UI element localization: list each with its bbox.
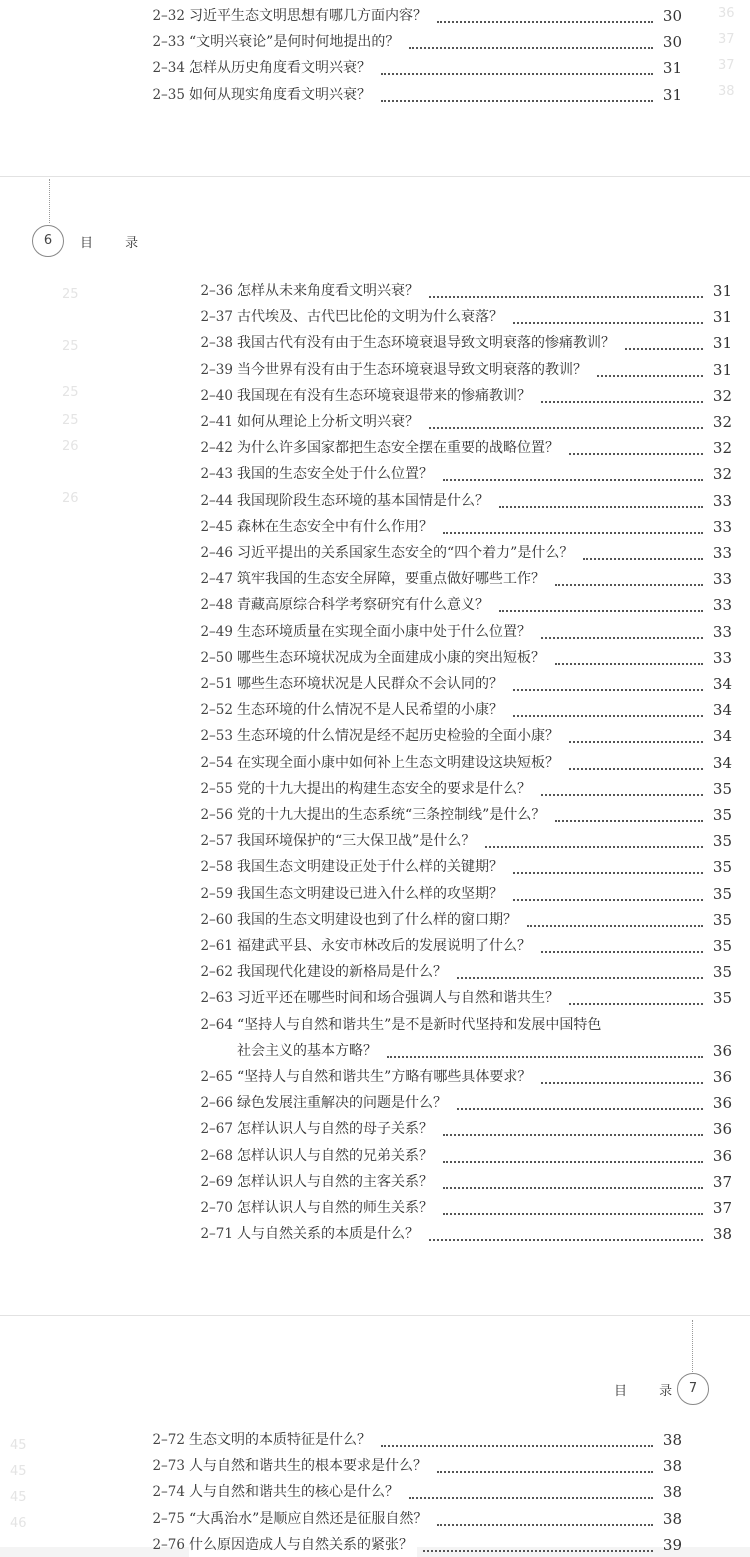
entry-number: 2–59 bbox=[200, 885, 233, 902]
entry-page-number: 31 bbox=[712, 282, 732, 300]
entry-title: 我国现代化建设的新格局是什么？ bbox=[237, 960, 451, 984]
entry-title: 如何从理论上分析文明兴衰？ bbox=[237, 410, 423, 434]
leader-dots bbox=[457, 953, 703, 979]
entry-number: 2–75 bbox=[152, 1510, 185, 1527]
leader-dots bbox=[437, 0, 653, 23]
leader-dots bbox=[437, 1447, 653, 1473]
entry-page-number: 35 bbox=[712, 963, 732, 982]
bleed-through-text: 36 bbox=[718, 6, 735, 21]
leader-dots bbox=[499, 482, 703, 508]
entry-title-continued: 社会主义的基本方略？ bbox=[237, 1039, 381, 1063]
entry-title: 怎样认识人与自然的兄弟关系？ bbox=[237, 1144, 437, 1168]
leader-dots bbox=[443, 1163, 703, 1189]
entry-number: 2–34 bbox=[152, 60, 185, 77]
entry-title: 怎样从未来角度看文明兴衰？ bbox=[237, 279, 423, 303]
entry-title: 习近平提出的关系国家生态安全的“四个着力”是什么？ bbox=[237, 541, 577, 565]
entry-number: 2–49 bbox=[200, 623, 233, 640]
entry-number: 2–71 bbox=[200, 1226, 233, 1243]
leader-dots bbox=[569, 979, 703, 1005]
page-number-badge: 7 bbox=[677, 1373, 709, 1405]
entry-number: 2–46 bbox=[200, 545, 233, 561]
page-number-badge: 6 bbox=[32, 225, 64, 257]
entry-title: 哪些生态环境状况成为全面建成小康的突出短板？ bbox=[237, 646, 549, 670]
entry-number: 2–42 bbox=[200, 440, 233, 457]
toc-page-6 bbox=[0, 176, 750, 1315]
entry-number: 2–63 bbox=[200, 990, 233, 1007]
entry-title: 森林在生态安全中有什么作用？ bbox=[237, 515, 437, 539]
bleed-through-text: 25 bbox=[62, 287, 79, 302]
entry-page-number: 38 bbox=[712, 1225, 732, 1244]
entry-number: 2–58 bbox=[200, 859, 233, 876]
entry-number: 2–43 bbox=[200, 466, 233, 483]
leader-dots bbox=[513, 298, 703, 324]
leader-dots bbox=[429, 1215, 703, 1241]
leader-dots bbox=[513, 665, 703, 691]
entry-title: 筑牢我国的生态安全屏障，要重点做好哪些工作？ bbox=[237, 567, 549, 591]
entry-page-number: 32 bbox=[712, 439, 732, 458]
leader-dots bbox=[381, 49, 653, 75]
entry-title: 当今世界有没有由于生态环境衰退导致文明衰落的教训？ bbox=[237, 358, 591, 382]
entry-page-number: 36 bbox=[712, 1120, 732, 1139]
entry-title: 在实现全面小康中如何补上生态文明建设这块短板？ bbox=[237, 751, 563, 775]
entry-title: 我国的生态安全处于什么位置？ bbox=[237, 462, 437, 486]
leader-dots bbox=[541, 613, 703, 639]
entry-title: 福建武平县、永安市林改后的发展说明了什么？ bbox=[237, 934, 535, 958]
entry-title: 人与自然关系的本质是什么？ bbox=[237, 1222, 423, 1246]
entry-title: 党的十九大提出的构建生态安全的要求是什么？ bbox=[237, 777, 535, 801]
entry-page-number: 32 bbox=[712, 413, 732, 431]
entry-page-number: 33 bbox=[712, 622, 732, 641]
leader-dots bbox=[569, 717, 703, 743]
entry-page-number: 33 bbox=[712, 517, 732, 536]
bleed-through-text: 38 bbox=[718, 84, 735, 99]
entry-page-number: 37 bbox=[712, 1199, 732, 1217]
entry-number: 2–72 bbox=[152, 1432, 185, 1448]
entry-title: “坚持人与自然和谐共生”是不是新时代坚持和发展中国特色 bbox=[237, 1013, 605, 1037]
bleed-through-text: 46 bbox=[10, 1516, 27, 1531]
entry-number: 2–64 bbox=[200, 1016, 233, 1033]
entry-number: 2–76 bbox=[152, 1536, 185, 1553]
bleed-through-text: 45 bbox=[10, 1464, 27, 1479]
entry-title: 我国的生态文明建设也到了什么样的窗口期？ bbox=[237, 908, 521, 932]
entry-number: 2–45 bbox=[200, 518, 233, 535]
entry-title: “大禹治水”是顺应自然还是征服自然？ bbox=[189, 1507, 431, 1531]
entry-page-number: 35 bbox=[712, 910, 732, 929]
leader-dots bbox=[541, 770, 703, 796]
entry-title: 怎样认识人与自然的师生关系？ bbox=[237, 1196, 437, 1220]
leader-dots bbox=[429, 403, 703, 429]
entry-title: 习近平生态文明思想有哪几方面内容？ bbox=[189, 4, 431, 28]
entry-page-number: 31 bbox=[662, 59, 682, 78]
page-header-label: 目 录 bbox=[614, 1384, 687, 1399]
bleed-through-text: 26 bbox=[62, 491, 79, 506]
toc-entry[interactable] bbox=[181, 986, 732, 1010]
bleed-through-text: 26 bbox=[62, 439, 79, 454]
entry-page-number: 39 bbox=[662, 1535, 682, 1554]
entry-title: 我国生态文明建设已进入什么样的攻坚期？ bbox=[237, 882, 507, 906]
entry-title: 人与自然和谐共生的根本要求是什么？ bbox=[189, 1454, 431, 1478]
entry-page-number: 38 bbox=[662, 1509, 682, 1528]
entry-title: 生态文明的本质特征是什么？ bbox=[189, 1428, 375, 1452]
entry-title: 党的十九大提出的生态系统“三条控制线”是什么？ bbox=[237, 803, 549, 827]
toc-page-7 bbox=[0, 1315, 750, 1554]
entry-number: 2–68 bbox=[200, 1147, 233, 1164]
toc-entry[interactable] bbox=[181, 1013, 732, 1063]
entry-title: 我国生态文明建设正处于什么样的关键期？ bbox=[237, 855, 507, 879]
leader-dots bbox=[513, 848, 703, 874]
entry-page-number: 35 bbox=[712, 806, 732, 824]
leader-dots bbox=[443, 455, 703, 481]
entry-number: 2–69 bbox=[200, 1173, 233, 1190]
entry-page-number: 35 bbox=[712, 989, 732, 1008]
entry-page-number: 31 bbox=[712, 308, 732, 327]
entry-number: 2–41 bbox=[200, 414, 233, 430]
leader-dots bbox=[527, 901, 703, 927]
entry-title: 怎样从历史角度看文明兴衰？ bbox=[189, 56, 375, 80]
bleed-through-text: 25 bbox=[62, 385, 79, 400]
bleed-through-text: 37 bbox=[718, 32, 735, 47]
entry-page-number: 35 bbox=[712, 858, 732, 877]
entry-page-number: 36 bbox=[712, 1041, 732, 1060]
leader-dots bbox=[381, 1421, 653, 1447]
entry-title: 生态环境的什么情况是经不起历史检验的全面小康？ bbox=[237, 724, 563, 748]
entry-page-number: 38 bbox=[662, 1431, 682, 1449]
entry-number: 2–56 bbox=[200, 807, 233, 823]
entry-page-number: 32 bbox=[712, 465, 732, 484]
entry-page-number: 35 bbox=[712, 779, 732, 798]
toc-page-fragment-top bbox=[0, 0, 750, 176]
entry-number: 2–40 bbox=[200, 387, 233, 404]
entry-page-number: 33 bbox=[712, 648, 732, 667]
toc-entry[interactable] bbox=[133, 83, 682, 107]
entry-page-number: 34 bbox=[712, 727, 732, 746]
entry-page-number: 31 bbox=[662, 85, 682, 104]
entry-title: “文明兴衰论”是何时何地提出的？ bbox=[189, 30, 403, 54]
entry-page-number: 38 bbox=[662, 1483, 682, 1502]
leader-dots bbox=[555, 639, 703, 665]
entry-page-number: 34 bbox=[712, 701, 732, 720]
entry-page-number: 33 bbox=[712, 596, 732, 615]
entry-number: 2–61 bbox=[200, 938, 233, 954]
leader-dots bbox=[409, 23, 653, 49]
leader-dots bbox=[541, 377, 703, 403]
entry-page-number: 30 bbox=[662, 7, 682, 25]
leader-dots bbox=[381, 76, 653, 102]
leader-dots bbox=[541, 1058, 703, 1084]
bleed-through-text: 45 bbox=[10, 1438, 27, 1453]
entry-title: 生态环境质量在实现全面小康中处于什么位置？ bbox=[237, 620, 535, 644]
entry-title: 哪些生态环境状况是人民群众不会认同的？ bbox=[237, 672, 507, 696]
leader-dots bbox=[443, 508, 703, 534]
bleed-through-text: 45 bbox=[10, 1490, 27, 1505]
entry-title: 什么原因造成人与自然关系的紧张？ bbox=[189, 1533, 417, 1557]
entry-title: 我国环境保护的“三大保卫战”是什么？ bbox=[237, 829, 479, 853]
entry-number: 2–54 bbox=[200, 754, 233, 771]
entry-page-number: 35 bbox=[712, 937, 732, 955]
entry-title: 怎样认识人与自然的主客关系？ bbox=[237, 1170, 437, 1194]
entry-number: 2–74 bbox=[152, 1484, 185, 1501]
entry-number: 2–65 bbox=[200, 1069, 233, 1085]
leader-dots bbox=[569, 744, 703, 770]
leader-dots bbox=[569, 429, 703, 455]
entry-number: 2–66 bbox=[200, 1095, 233, 1112]
bleed-through-text: 37 bbox=[718, 58, 735, 73]
leader-dots bbox=[513, 875, 703, 901]
entry-title: 为什么许多国家都把生态安全摆在重要的战略位置？ bbox=[237, 436, 563, 460]
entry-page-number: 36 bbox=[712, 1146, 732, 1165]
entry-page-number: 38 bbox=[662, 1457, 682, 1476]
entry-title: 古代埃及、古代巴比伦的文明为什么衰落？ bbox=[237, 305, 507, 329]
leader-dots bbox=[443, 1137, 703, 1163]
entry-page-number: 33 bbox=[712, 544, 732, 562]
entry-number: 2–48 bbox=[200, 597, 233, 614]
entry-number: 2–55 bbox=[200, 780, 233, 797]
leader-dots bbox=[541, 927, 703, 953]
leader-dots bbox=[555, 560, 703, 586]
toc-entry[interactable] bbox=[133, 1533, 682, 1557]
entry-title: 我国现在有没有生态环境衰退带来的惨痛教训？ bbox=[237, 384, 535, 408]
entry-title: 我国古代有没有由于生态环境衰退导致文明衰落的惨痛教训？ bbox=[237, 331, 619, 355]
entry-title: 绿色发展注重解决的问题是什么？ bbox=[237, 1091, 451, 1115]
leader-dots bbox=[485, 822, 703, 848]
entry-page-number: 30 bbox=[662, 33, 682, 52]
page-header-label: 目 录 bbox=[80, 236, 153, 251]
entry-number: 2–32 bbox=[152, 8, 185, 24]
entry-title: 青藏高原综合科学考察研究有什么意义？ bbox=[237, 593, 493, 617]
entry-page-number: 36 bbox=[712, 1068, 732, 1086]
entry-number: 2–57 bbox=[200, 833, 233, 850]
entry-number: 2–50 bbox=[200, 649, 233, 666]
leader-dots bbox=[625, 324, 703, 350]
entry-page-number: 35 bbox=[712, 832, 732, 851]
leader-dots bbox=[555, 796, 703, 822]
leader-dots bbox=[423, 1526, 653, 1552]
entry-page-number: 31 bbox=[712, 334, 732, 353]
entry-title: 如何从现实角度看文明兴衰？ bbox=[189, 83, 375, 107]
entry-page-number: 33 bbox=[712, 570, 732, 589]
leader-dots bbox=[499, 586, 703, 612]
entry-number: 2–47 bbox=[200, 571, 233, 588]
entry-page-number: 33 bbox=[712, 491, 732, 510]
entry-number: 2–53 bbox=[200, 728, 233, 745]
entry-title: “坚持人与自然和谐共生”方略有哪些具体要求？ bbox=[237, 1065, 535, 1089]
leader-dots bbox=[443, 1189, 703, 1215]
entry-page-number: 31 bbox=[712, 360, 732, 379]
entry-page-number: 36 bbox=[712, 1094, 732, 1113]
entry-number: 2–37 bbox=[200, 309, 233, 326]
entry-page-number: 32 bbox=[712, 386, 732, 405]
entry-number: 2–44 bbox=[200, 492, 233, 509]
dotted-guide-line bbox=[49, 179, 50, 223]
leader-dots bbox=[443, 1110, 703, 1136]
entry-page-number: 34 bbox=[712, 753, 732, 772]
entry-page-number: 35 bbox=[712, 884, 732, 903]
entry-number: 2–70 bbox=[200, 1200, 233, 1216]
leader-dots bbox=[583, 534, 703, 560]
leader-dots bbox=[457, 1084, 703, 1110]
leader-dots bbox=[597, 351, 703, 377]
entry-number: 2–36 bbox=[200, 283, 233, 299]
leader-dots bbox=[437, 1500, 653, 1526]
dotted-guide-line bbox=[692, 1320, 693, 1374]
entry-page-number: 34 bbox=[712, 675, 732, 693]
entry-number: 2–73 bbox=[152, 1458, 185, 1475]
entry-title: 生态环境的什么情况不是人民希望的小康？ bbox=[237, 698, 507, 722]
entry-number: 2–60 bbox=[200, 911, 233, 928]
bleed-through-text: 25 bbox=[62, 413, 79, 428]
entry-number: 2–51 bbox=[200, 676, 233, 692]
entry-title: 怎样认识人与自然的母子关系？ bbox=[237, 1117, 437, 1141]
leader-dots bbox=[409, 1473, 653, 1499]
entry-number: 2–35 bbox=[152, 86, 185, 103]
leader-dots bbox=[513, 691, 703, 717]
bleed-through-text: 25 bbox=[62, 339, 79, 354]
entry-page-number: 37 bbox=[712, 1172, 732, 1191]
entry-number: 2–62 bbox=[200, 964, 233, 981]
entry-title: 习近平还在哪些时间和场合强调人与自然和谐共生？ bbox=[237, 986, 563, 1010]
entry-title: 我国现阶段生态环境的基本国情是什么？ bbox=[237, 489, 493, 513]
entry-number: 2–33 bbox=[152, 34, 185, 51]
leader-dots bbox=[429, 272, 703, 298]
entry-number: 2–52 bbox=[200, 702, 233, 719]
entry-title: 人与自然和谐共生的核心是什么？ bbox=[189, 1480, 403, 1504]
toc-entry[interactable] bbox=[181, 1222, 732, 1246]
entry-number: 2–39 bbox=[200, 361, 233, 378]
entry-number: 2–38 bbox=[200, 335, 233, 352]
entry-number: 2–67 bbox=[200, 1121, 233, 1138]
